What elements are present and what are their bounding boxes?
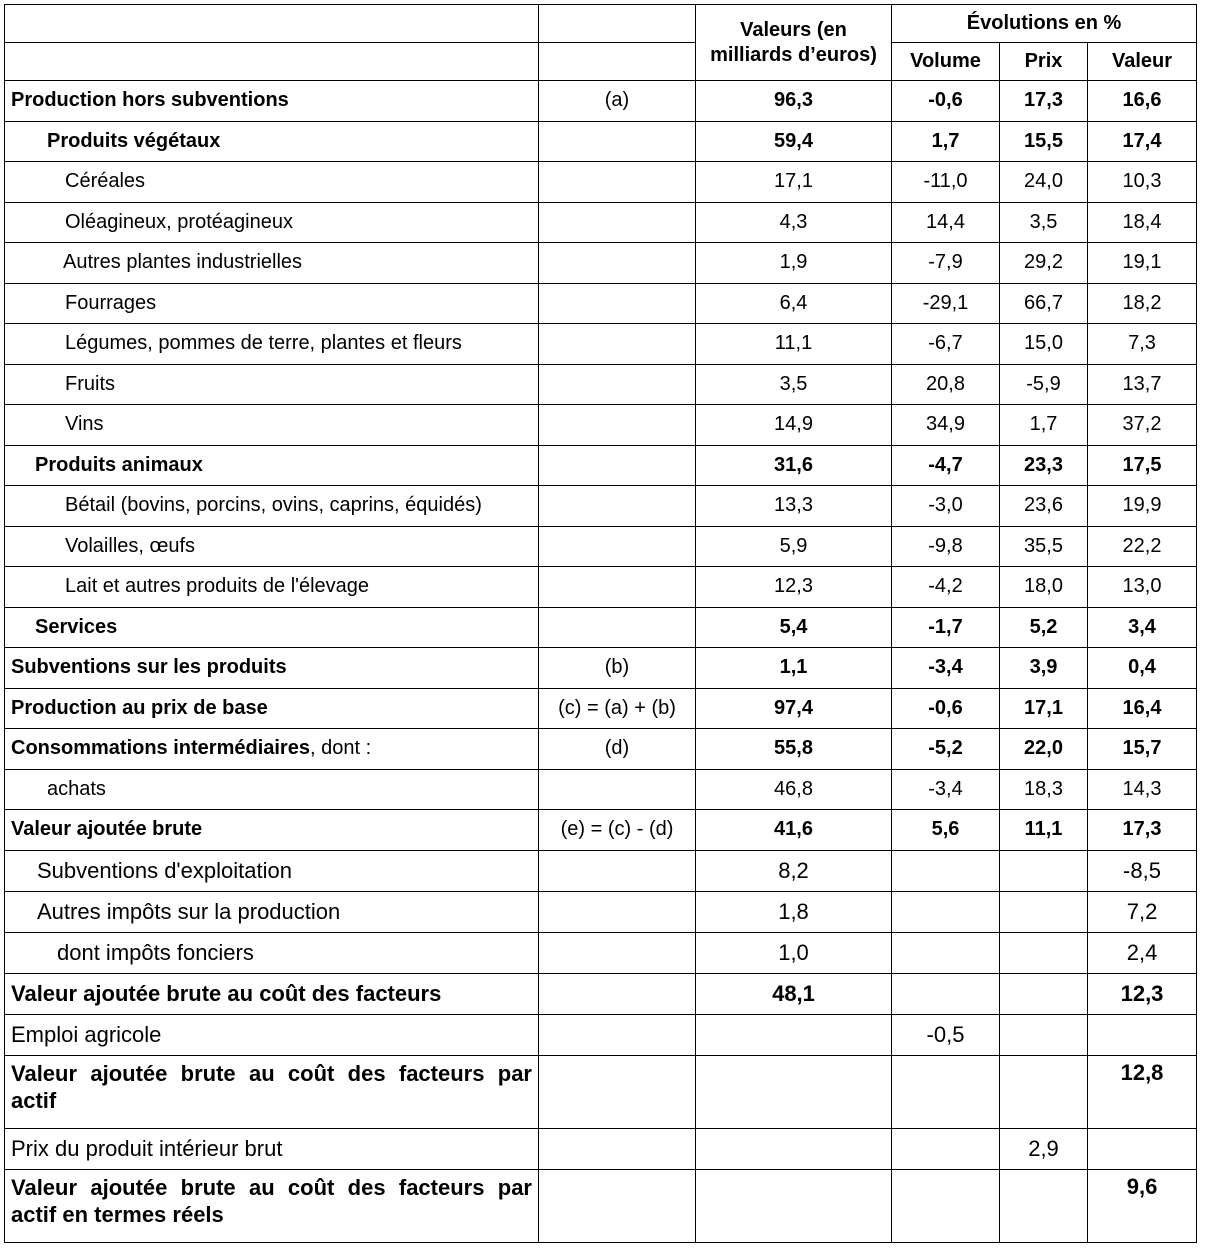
row-label: Autres plantes industrielles — [5, 243, 539, 284]
row-ref — [539, 1169, 696, 1242]
row-prix — [1000, 1014, 1088, 1055]
header-valeur: Valeur — [1088, 43, 1197, 81]
row-volume: -3,0 — [892, 486, 1000, 527]
agricultural-accounts-table — [4, 4, 1197, 1243]
header-prix: Prix — [1000, 43, 1088, 81]
row-evo-valeur: 18,4 — [1088, 202, 1197, 243]
row-evo-valeur: 2,4 — [1088, 932, 1197, 973]
table-row — [5, 1055, 1197, 1128]
row-label: Subventions d'exploitation — [5, 850, 539, 891]
row-valeur: 11,1 — [696, 324, 892, 365]
row-prix: -5,9 — [1000, 364, 1088, 405]
table-row — [5, 567, 1197, 608]
row-valeur: 14,9 — [696, 405, 892, 446]
row-volume — [892, 850, 1000, 891]
header-blank-cell — [539, 5, 696, 43]
table-row — [5, 688, 1197, 729]
row-label-cell — [5, 729, 539, 770]
row-volume: -4,7 — [892, 445, 1000, 486]
row-label: Services — [5, 607, 539, 648]
row-evo-valeur: 18,2 — [1088, 283, 1197, 324]
row-volume: -29,1 — [892, 283, 1000, 324]
row-volume: -5,2 — [892, 729, 1000, 770]
row-ref — [539, 202, 696, 243]
row-valeur: 17,1 — [696, 162, 892, 203]
row-prix: 18,3 — [1000, 769, 1088, 810]
row-evo-valeur: 15,7 — [1088, 729, 1197, 770]
row-valeur: 4,3 — [696, 202, 892, 243]
row-evo-valeur: 22,2 — [1088, 526, 1197, 567]
row-label: Oléagineux, protéagineux — [5, 202, 539, 243]
row-valeur — [696, 1169, 892, 1242]
table-row — [5, 1014, 1197, 1055]
row-evo-valeur: 9,6 — [1088, 1169, 1197, 1242]
table-row — [5, 324, 1197, 365]
table-row — [5, 891, 1197, 932]
row-evo-valeur: 14,3 — [1088, 769, 1197, 810]
row-ref — [539, 486, 696, 527]
row-ref — [539, 850, 696, 891]
row-label: Bétail (bovins, porcins, ovins, caprins, équidés) — [5, 486, 539, 527]
header-evolutions: Évolutions en % — [892, 5, 1197, 43]
row-valeur: 96,3 — [696, 81, 892, 122]
table-row — [5, 1169, 1197, 1242]
header-row-2 — [5, 43, 1197, 81]
row-valeur: 8,2 — [696, 850, 892, 891]
row-prix: 18,0 — [1000, 567, 1088, 608]
row-prix: 66,7 — [1000, 283, 1088, 324]
row-label-suffix: , dont : — [309, 737, 372, 760]
row-ref — [539, 1014, 696, 1055]
row-label: Production hors subventions — [5, 81, 539, 122]
row-prix: 15,5 — [1000, 121, 1088, 162]
table-row — [5, 810, 1197, 851]
row-prix: 2,9 — [1000, 1128, 1088, 1169]
row-evo-valeur: -8,5 — [1088, 850, 1197, 891]
row-evo-valeur: 12,8 — [1088, 1055, 1197, 1128]
row-volume: 14,4 — [892, 202, 1000, 243]
row-volume: -0,6 — [892, 688, 1000, 729]
header-row-1 — [5, 5, 1197, 43]
row-volume: -4,2 — [892, 567, 1000, 608]
row-evo-valeur: 13,0 — [1088, 567, 1197, 608]
row-prix: 1,7 — [1000, 405, 1088, 446]
row-ref — [539, 1128, 696, 1169]
header-blank-cell — [5, 5, 539, 43]
row-ref — [539, 607, 696, 648]
row-valeur: 31,6 — [696, 445, 892, 486]
row-volume: 1,7 — [892, 121, 1000, 162]
row-valeur: 5,9 — [696, 526, 892, 567]
row-valeur: 1,8 — [696, 891, 892, 932]
row-volume: 5,6 — [892, 810, 1000, 851]
row-prix: 3,9 — [1000, 648, 1088, 689]
row-ref — [539, 1055, 696, 1128]
table-row — [5, 121, 1197, 162]
table-row — [5, 973, 1197, 1014]
row-ref — [539, 243, 696, 284]
table-row — [5, 1128, 1197, 1169]
row-prix: 3,5 — [1000, 202, 1088, 243]
row-evo-valeur: 17,5 — [1088, 445, 1197, 486]
table-row — [5, 243, 1197, 284]
row-volume — [892, 1169, 1000, 1242]
row-evo-valeur: 0,4 — [1088, 648, 1197, 689]
row-prix: 15,0 — [1000, 324, 1088, 365]
row-volume — [892, 1128, 1000, 1169]
row-evo-valeur: 3,4 — [1088, 607, 1197, 648]
row-prix — [1000, 932, 1088, 973]
row-label: Lait et autres produits de l'élevage — [5, 567, 539, 608]
row-ref — [539, 162, 696, 203]
row-ref — [539, 932, 696, 973]
table-row — [5, 850, 1197, 891]
row-label: Production au prix de base — [5, 688, 539, 729]
table-row — [5, 364, 1197, 405]
row-prix — [1000, 850, 1088, 891]
row-ref — [539, 283, 696, 324]
row-ref — [539, 405, 696, 446]
row-volume: 34,9 — [892, 405, 1000, 446]
header-volume: Volume — [892, 43, 1000, 81]
row-valeur: 6,4 — [696, 283, 892, 324]
row-label: Légumes, pommes de terre, plantes et fleurs — [5, 324, 539, 365]
row-valeur: 46,8 — [696, 769, 892, 810]
row-prix: 5,2 — [1000, 607, 1088, 648]
row-valeur: 59,4 — [696, 121, 892, 162]
table-row — [5, 162, 1197, 203]
row-label: achats — [5, 769, 539, 810]
row-evo-valeur: 17,4 — [1088, 121, 1197, 162]
row-volume — [892, 973, 1000, 1014]
row-valeur: 3,5 — [696, 364, 892, 405]
row-valeur: 1,1 — [696, 648, 892, 689]
row-evo-valeur: 13,7 — [1088, 364, 1197, 405]
row-ref: (b) — [539, 648, 696, 689]
row-label: Valeur ajoutée brute au coût des facteurs — [5, 973, 539, 1014]
row-label: Volailles, œufs — [5, 526, 539, 567]
row-ref — [539, 445, 696, 486]
table-row — [5, 932, 1197, 973]
row-valeur: 48,1 — [696, 973, 892, 1014]
row-valeur: 97,4 — [696, 688, 892, 729]
row-ref — [539, 526, 696, 567]
table-row — [5, 648, 1197, 689]
table-row — [5, 445, 1197, 486]
row-valeur: 41,6 — [696, 810, 892, 851]
row-prix — [1000, 891, 1088, 932]
row-prix: 23,6 — [1000, 486, 1088, 527]
row-volume: -0,6 — [892, 81, 1000, 122]
table-row — [5, 283, 1197, 324]
row-volume: -1,7 — [892, 607, 1000, 648]
row-label: Valeur ajoutée brute au coût des facteurs par actif en termes réels — [5, 1169, 539, 1242]
row-prix — [1000, 1169, 1088, 1242]
table-row — [5, 81, 1197, 122]
row-label: Prix du produit intérieur brut — [5, 1128, 539, 1169]
row-evo-valeur: 19,9 — [1088, 486, 1197, 527]
row-prix: 22,0 — [1000, 729, 1088, 770]
row-prix: 17,3 — [1000, 81, 1088, 122]
row-volume — [892, 1055, 1000, 1128]
row-valeur — [696, 1055, 892, 1128]
table-row — [5, 607, 1197, 648]
row-prix: 23,3 — [1000, 445, 1088, 486]
row-volume: -0,5 — [892, 1014, 1000, 1055]
row-evo-valeur — [1088, 1128, 1197, 1169]
row-label: dont impôts fonciers — [5, 932, 539, 973]
row-ref — [539, 891, 696, 932]
row-label: Autres impôts sur la production — [5, 891, 539, 932]
table-row — [5, 729, 1197, 770]
row-ref — [539, 567, 696, 608]
header-blank-cell — [539, 43, 696, 81]
row-label: Produits végétaux — [5, 121, 539, 162]
row-ref: (e) = (c) - (d) — [539, 810, 696, 851]
row-volume: -3,4 — [892, 648, 1000, 689]
row-label: Fourrages — [5, 283, 539, 324]
row-valeur: 1,0 — [696, 932, 892, 973]
row-ref: (d) — [539, 729, 696, 770]
row-evo-valeur: 16,6 — [1088, 81, 1197, 122]
row-evo-valeur: 16,4 — [1088, 688, 1197, 729]
table-row — [5, 202, 1197, 243]
header-blank-cell — [5, 43, 539, 81]
row-label: Vins — [5, 405, 539, 446]
row-evo-valeur: 12,3 — [1088, 973, 1197, 1014]
row-volume — [892, 891, 1000, 932]
row-prix: 35,5 — [1000, 526, 1088, 567]
row-label: Subventions sur les produits — [5, 648, 539, 689]
row-volume: -6,7 — [892, 324, 1000, 365]
row-ref — [539, 364, 696, 405]
row-volume: -11,0 — [892, 162, 1000, 203]
row-valeur: 1,9 — [696, 243, 892, 284]
row-prix: 11,1 — [1000, 810, 1088, 851]
row-evo-valeur: 7,3 — [1088, 324, 1197, 365]
row-valeur — [696, 1014, 892, 1055]
row-evo-valeur: 17,3 — [1088, 810, 1197, 851]
table-row — [5, 769, 1197, 810]
row-label: Consommations intermédiaires — [11, 737, 310, 760]
row-ref: (a) — [539, 81, 696, 122]
table-row — [5, 486, 1197, 527]
row-prix — [1000, 973, 1088, 1014]
row-evo-valeur: 37,2 — [1088, 405, 1197, 446]
row-label: Céréales — [5, 162, 539, 203]
row-valeur: 55,8 — [696, 729, 892, 770]
row-prix: 24,0 — [1000, 162, 1088, 203]
row-prix — [1000, 1055, 1088, 1128]
row-ref — [539, 973, 696, 1014]
header-valeurs: Valeurs (en milliards d’euros) — [696, 5, 892, 81]
row-label: Fruits — [5, 364, 539, 405]
row-ref — [539, 121, 696, 162]
row-label: Produits animaux — [5, 445, 539, 486]
table-row — [5, 526, 1197, 567]
row-volume: -3,4 — [892, 769, 1000, 810]
row-volume — [892, 932, 1000, 973]
row-prix: 29,2 — [1000, 243, 1088, 284]
row-label: Valeur ajoutée brute au coût des facteurs par actif — [5, 1055, 539, 1128]
row-volume: -9,8 — [892, 526, 1000, 567]
row-valeur: 13,3 — [696, 486, 892, 527]
row-valeur: 5,4 — [696, 607, 892, 648]
row-evo-valeur: 10,3 — [1088, 162, 1197, 203]
row-valeur: 12,3 — [696, 567, 892, 608]
row-evo-valeur: 19,1 — [1088, 243, 1197, 284]
row-ref — [539, 769, 696, 810]
row-label: Valeur ajoutée brute — [5, 810, 539, 851]
row-prix: 17,1 — [1000, 688, 1088, 729]
row-ref — [539, 324, 696, 365]
row-valeur — [696, 1128, 892, 1169]
row-volume: 20,8 — [892, 364, 1000, 405]
row-evo-valeur: 7,2 — [1088, 891, 1197, 932]
table-row — [5, 405, 1197, 446]
row-volume: -7,9 — [892, 243, 1000, 284]
row-ref: (c) = (a) + (b) — [539, 688, 696, 729]
row-label: Emploi agricole — [5, 1014, 539, 1055]
row-evo-valeur — [1088, 1014, 1197, 1055]
